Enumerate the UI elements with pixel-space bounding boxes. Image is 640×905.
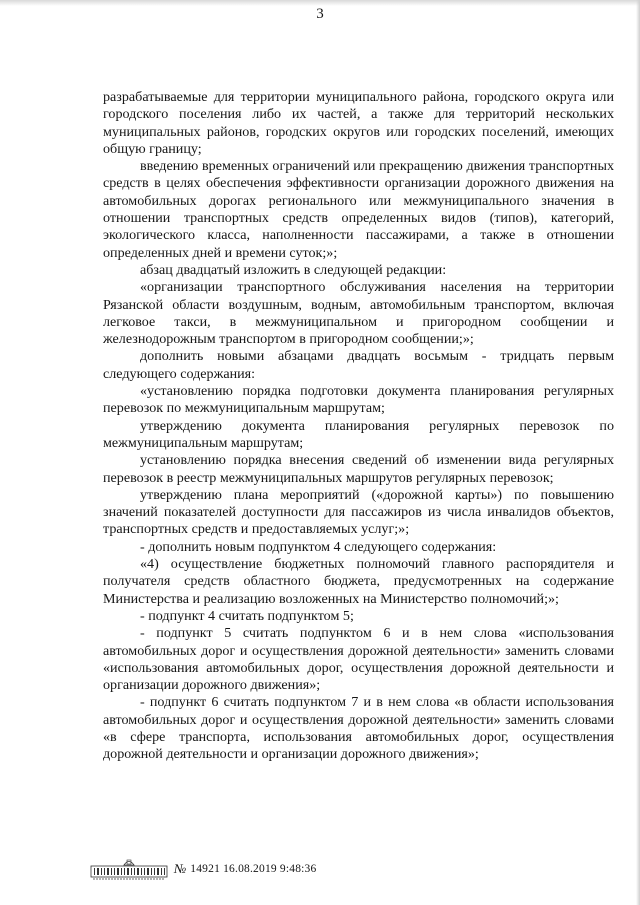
page-number: 3: [316, 6, 324, 22]
paragraph-1: разрабатываемые для территории муниципального района, городского округа или городского поселения либо их частей, а также для территорий нескольких муниципальных районов, городских округов или городских поселений, имеющих общую границу;: [103, 89, 614, 157]
paragraph-11: «4) осуществление бюджетных полномочий главного распорядителя и получателя средств областного бюджета, предусмотренных на содержание Министерства и реализацию возложенных на Министерство полномочий;»;: [103, 556, 614, 607]
scan-right-edge: [636, 0, 640, 905]
registration-number-sign: №: [174, 861, 187, 876]
registration-footer: [90, 857, 316, 881]
paragraph-2: введению временных ограничений или прекращению движения транспортных средств в целях обеспечения эффективности организации дорожного движения на автомобильных дорогах регионального или межмуниципального значения в отношении транспортных средств определенных видов (типов), категорий, экологического класса, наполненности пассажирами, а также в отношении определенных дней и времени суток;»;: [103, 158, 614, 261]
paragraph-9: утверждению плана мероприятий («дорожной карты») по повышению значений показателей доступности для пассажиров из числа инвалидов объектов, транспортных средств и предоставляемых услуг;»;: [103, 486, 614, 538]
paragraph-3: абзац двадцатый изложить в следующей редакции:: [140, 261, 447, 278]
paragraph-14: - подпункт 6 считать подпунктом 7 и в нем слова «в области использования автомобильных дорог и осуществления дорожной деятельности» заменить словами «в сфере транспорта, использования автомобильных дорог, осуществления дорожной деятельности и организации дорожного движения»;: [103, 694, 614, 763]
paragraph-12: - подпункт 4 считать подпунктом 5;: [140, 607, 354, 624]
paragraph-4: «организации транспортного обслуживания населения на территории Рязанской области воздушным, водным, автомобильным транспортом, включая легковое такси, в межмуниципальном и пригородном сообщении и железнодорожным транспортом в пригородном сообщении;»;: [103, 279, 614, 348]
paragraph-10: - дополнить новым подпунктом 4 следующего содержания:: [140, 538, 497, 555]
paragraph-5: дополнить новыми абзацами двадцать восьмым - тридцать первым следующего содержания:: [103, 348, 614, 382]
document-barcode-stamp-icon: [90, 857, 168, 881]
paragraph-6: «установлению порядка подготовки документа планирования регулярных перевозок по межмуниципальным маршрутам;: [103, 383, 614, 417]
paragraph-7: утверждению документа планирования регулярных перевозок по межмуниципальным маршрутам;: [103, 417, 614, 451]
document-body: [103, 89, 614, 764]
paragraph-13: - подпункт 5 считать подпунктом 6 и в нем слова «использования автомобильных дорог и осуществления дорожной деятельности» заменить словами «использования автомобильных дорог, осуществления дорожной деятельности и организации дорожного движения»;: [103, 625, 614, 694]
registration-stamp: 14921 16.08.2019 9:48:36: [190, 863, 317, 875]
paragraph-8: установлению порядка внесения сведений об изменении вида регулярных перевозок в реестр межмуниципальных маршрутов регулярных перевозок;: [103, 452, 614, 486]
